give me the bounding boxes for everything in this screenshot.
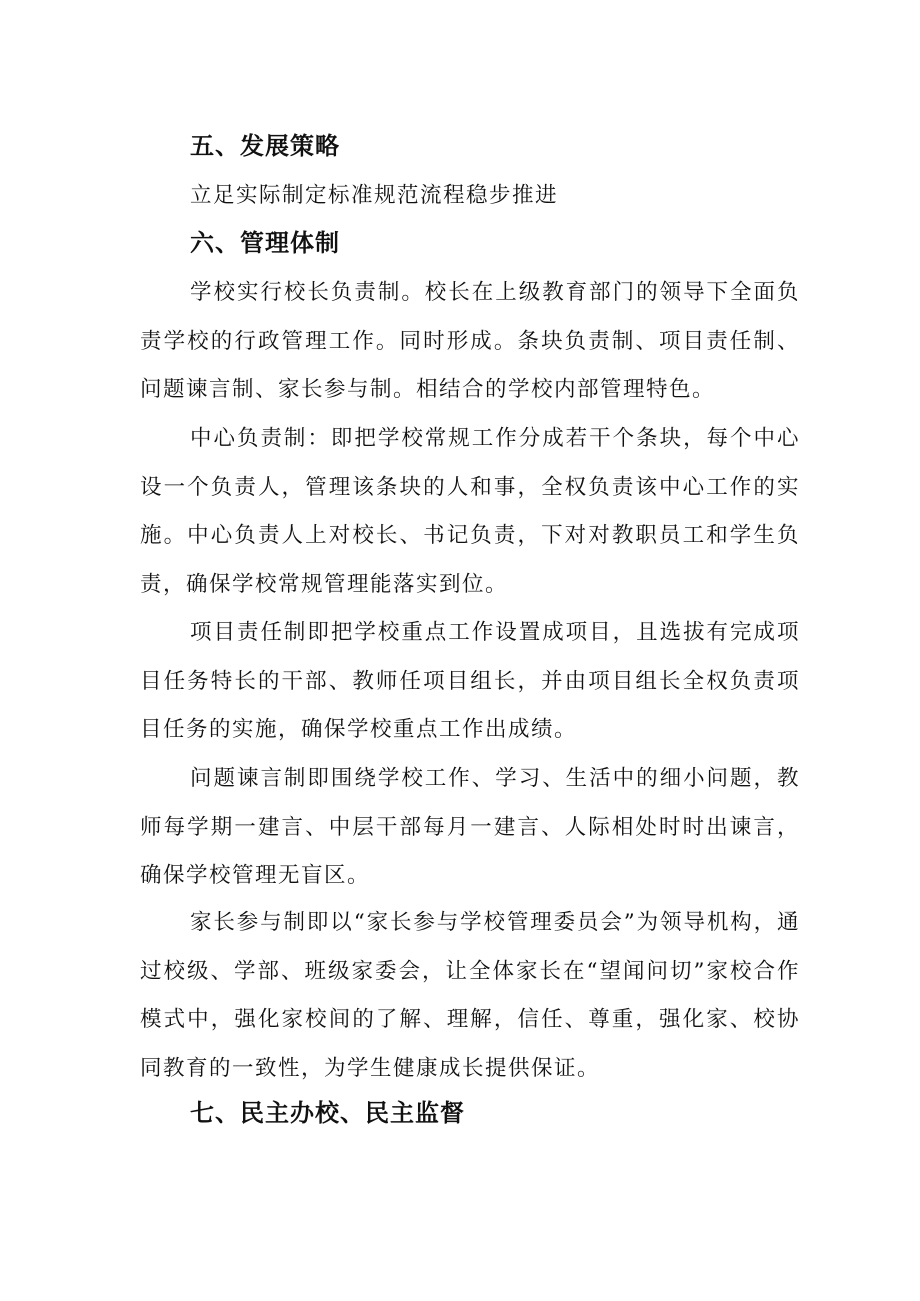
section-5-heading: 五、发展策略 [190,132,340,160]
paragraph-parent-participation: 家长参与制即以“家长参与学校管理委员会”为领导机构，通过校级、学部、班级家委会，让全体家长在“望闻问切”家校合作模式中，强化家校间的了解、理解，信任、尊重，强化家、校协同教育的一致性，为学生健康成长提供保证。 [140,910,800,1081]
section-7-heading: 七、民主办校、民主监督 [190,1099,465,1127]
paragraph-center-responsibility: 中心负责制：即把学校常规工作分成若干个条块，每个中心设一个负责人，管理该条块的人和事，全权负责该中心工作的实施。中心负责人上对校长、书记负责，下对对教职员工和学生负责，确保学校常规管理能落实到位。 [140,426,800,597]
paragraph-project-responsibility: 项目责任制即把学校重点工作设置成项目，且选拔有完成项目任务特长的干部、教师任项目组长，并由项目组长全权负责项目任务的实施，确保学校重点工作出成绩。 [140,620,800,742]
section-6-heading: 六、管理体制 [190,229,340,257]
paragraph-principal-responsibility: 学校实行校长负责制。校长在上级教育部门的领导下全面负责学校的行政管理工作。同时形成。条块负责制、项目责任制、问题谏言制、家长参与制。相结合的学校内部管理特色。 [140,280,800,402]
section-5-text: 立足实际制定标准规范流程稳步推进 [190,183,559,208]
paragraph-problem-advice: 问题谏言制即围绕学校工作、学习、生活中的细小问题，教师每学期一建言、中层干部每月一建言、人际相处时时出谏言，确保学校管理无盲区。 [140,766,800,888]
